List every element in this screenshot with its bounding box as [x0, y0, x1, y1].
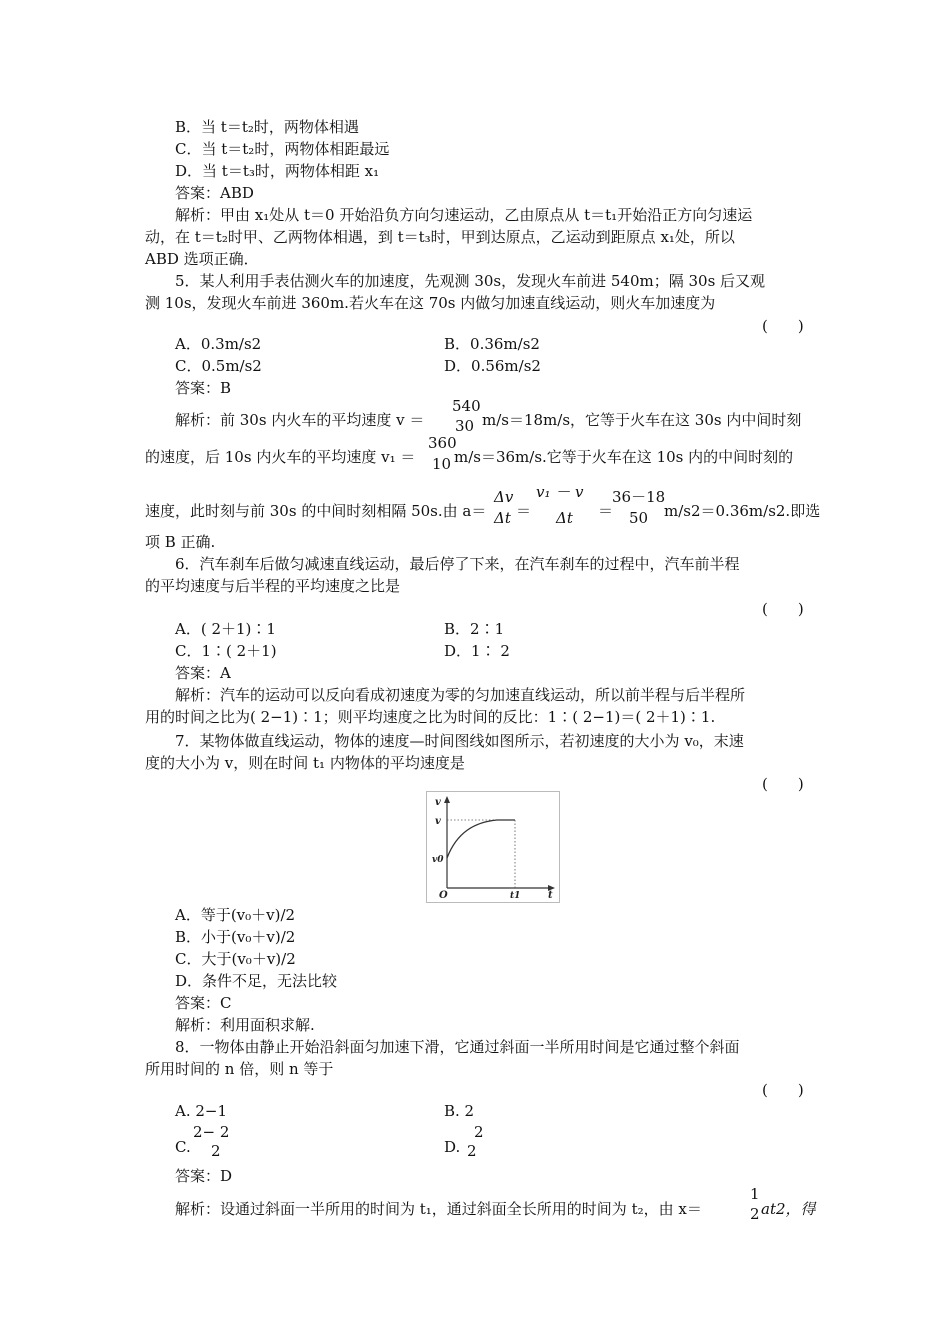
- q5-option-a: A．0.3m/s2: [175, 335, 262, 353]
- q6-explanation-line1: 解析：汽车的运动可以反向看成初速度为零的匀加速直线运动，所以前半程与后半程所: [175, 686, 746, 704]
- velocity-time-graph: [426, 791, 560, 903]
- q8-option-d-den: 2: [467, 1142, 477, 1160]
- q7-answer: 答案：C: [175, 994, 232, 1012]
- q7-option-c: C．大于(v₀＋v)/2: [175, 950, 296, 968]
- q4-option-c: C．当 t＝t₂时，两物体相距最远: [175, 140, 390, 158]
- q5-exp1-pre: 解析：前 30s 内火车的平均速度 v ＝: [175, 411, 425, 429]
- q5-exp3-post: m/s2＝0.36m/s2.即选: [664, 502, 821, 520]
- q5-exp1-den: 30: [455, 417, 475, 435]
- q6-option-a: A．( 2＋1)∶1: [175, 620, 276, 638]
- q5-exp3-eq2: ＝: [598, 502, 614, 520]
- q5-exp2-pre: 的速度，后 10s 内火车的平均速度 v₁ ＝: [145, 448, 416, 466]
- q5-exp3-frac2-num: v₁ － v: [536, 483, 584, 501]
- q6-answer-paren: ( ): [762, 600, 804, 618]
- q5-stem-line2: 测 10s，发现火车前进 360m.若火车在这 70s 内做匀加速直线运动，则火车加速度为: [145, 294, 716, 312]
- q7-answer-paren: ( ): [762, 775, 804, 793]
- q6-stem-line1: 6．汽车刹车后做匀减速直线运动，最后停了下来，在汽车刹车的过程中，汽车前半程: [175, 555, 740, 573]
- q5-exp3-frac2-den: Δt: [556, 509, 573, 527]
- v-label: v: [435, 816, 441, 827]
- q4-option-d: D．当 t＝t₃时，两物体相距 x₁: [175, 162, 380, 180]
- q5-option-d: D．0.56m/s2: [444, 357, 541, 375]
- q5-exp2-den: 10: [432, 455, 452, 473]
- velocity-curve: [447, 820, 515, 858]
- q6-option-b: B．2∶1: [444, 620, 505, 638]
- q6-explanation-line2: 用的时间之比为( 2−1)∶1；则平均速度之比为时间的反比：1∶( 2−1)＝( 2＋1)∶1.: [145, 708, 716, 726]
- q8-option-c-den: 2: [211, 1142, 221, 1160]
- q8-exp-frac-num: 1: [750, 1185, 760, 1203]
- q5-exp3-eq: ＝: [516, 502, 532, 520]
- q5-exp2-num: 360: [428, 434, 457, 452]
- q8-option-d-prefix: D.: [444, 1138, 461, 1156]
- q8-stem-line2: 所用时间的 n 倍，则 n 等于: [145, 1060, 334, 1078]
- q5-exp3-frac3-num: 36－18: [612, 488, 666, 506]
- q5-option-b: B．0.36m/s2: [444, 335, 540, 353]
- q8-exp-pre: 解析：设通过斜面一半所用的时间为 t₁，通过斜面全长所用的时间为 t₂，由 x＝: [175, 1200, 702, 1218]
- q6-option-c: C．1∶( 2＋1): [175, 642, 277, 660]
- q8-stem-line1: 8．一物体由静止开始沿斜面匀加速下滑，它通过斜面一半所用时间是它通过整个斜面: [175, 1038, 740, 1056]
- velocity-time-graph-svg: [427, 792, 559, 902]
- q5-exp1-num: 540: [452, 397, 481, 415]
- q8-answer: 答案：D: [175, 1167, 233, 1185]
- q6-option-d: D．1∶ 2: [444, 642, 510, 660]
- q4-explanation-line3: ABD 选项正确．: [145, 250, 259, 268]
- q5-exp3-frac1-den: Δt: [494, 509, 511, 527]
- q8-option-d-num: 2: [474, 1123, 484, 1141]
- q7-stem-line1: 7．某物体做直线运动，物体的速度—时间图线如图所示，若初速度的大小为 v₀，末速: [175, 732, 744, 750]
- q4-explanation-line1: 解析：甲由 x₁处从 t＝0 开始沿负方向匀速运动，乙由原点从 t＝t₁开始沿正方向匀速运: [175, 206, 753, 224]
- t1-label: t1: [510, 891, 521, 901]
- q4-option-b: B．当 t＝t₂时，两物体相遇: [175, 118, 359, 136]
- q8-option-a: A. 2−1: [175, 1102, 228, 1120]
- q6-stem-line2: 的平均速度与后半程的平均速度之比是: [145, 577, 401, 595]
- q7-option-b: B．小于(v₀＋v)/2: [175, 928, 296, 946]
- q7-explanation: 解析：利用面积求解.: [175, 1016, 315, 1034]
- q8-exp-post: at2，得: [761, 1200, 816, 1218]
- q5-exp3-pre: 速度，此时刻与前 30s 的中间时刻相隔 50s.由 a＝: [145, 502, 487, 520]
- q8-option-c-num: 2− 2: [193, 1123, 230, 1141]
- q4-answer: 答案：ABD: [175, 184, 254, 202]
- q5-exp2-post: m/s＝36m/s.它等于火车在这 10s 内的中间时刻的: [454, 448, 794, 466]
- origin-label: O: [439, 890, 448, 901]
- q8-option-b: B. 2: [444, 1102, 475, 1120]
- q8-answer-paren: ( ): [762, 1081, 804, 1099]
- y-axis-label: v: [435, 797, 441, 808]
- q5-exp1-post: m/s＝18m/s，它等于火车在这 30s 内中间时刻: [482, 411, 802, 429]
- q6-answer: 答案：A: [175, 664, 231, 682]
- y-axis-arrow: [444, 796, 450, 803]
- q5-stem-line1: 5．某人利用手表估测火车的加速度，先观测 30s，发现火车前进 540m；隔 30s 后又观: [175, 272, 766, 290]
- q8-option-c-prefix: C.: [175, 1138, 191, 1156]
- q5-option-c: C．0.5m/s2: [175, 357, 262, 375]
- q8-exp-frac-den: 2: [750, 1205, 760, 1223]
- q4-explanation-line2: 动，在 t＝t₂时甲、乙两物体相遇，到 t＝t₃时，甲到达原点，乙运动到距原点 x₁处，所以: [145, 228, 735, 246]
- q7-option-a: A．等于(v₀＋v)/2: [175, 906, 296, 924]
- q5-exp3-frac3-den: 50: [629, 509, 649, 527]
- x-axis-label: t: [548, 890, 553, 901]
- q5-exp4: 项 B 正确.: [145, 533, 216, 551]
- q7-option-d: D．条件不足，无法比较: [175, 972, 338, 990]
- v0-label: v0: [432, 855, 444, 865]
- q5-answer: 答案：B: [175, 379, 232, 397]
- q5-answer-paren: ( ): [762, 317, 804, 335]
- q5-exp3-frac1-num: Δv: [494, 488, 514, 506]
- q7-stem-line2: 度的大小为 v，则在时间 t₁ 内物体的平均速度是: [145, 754, 465, 772]
